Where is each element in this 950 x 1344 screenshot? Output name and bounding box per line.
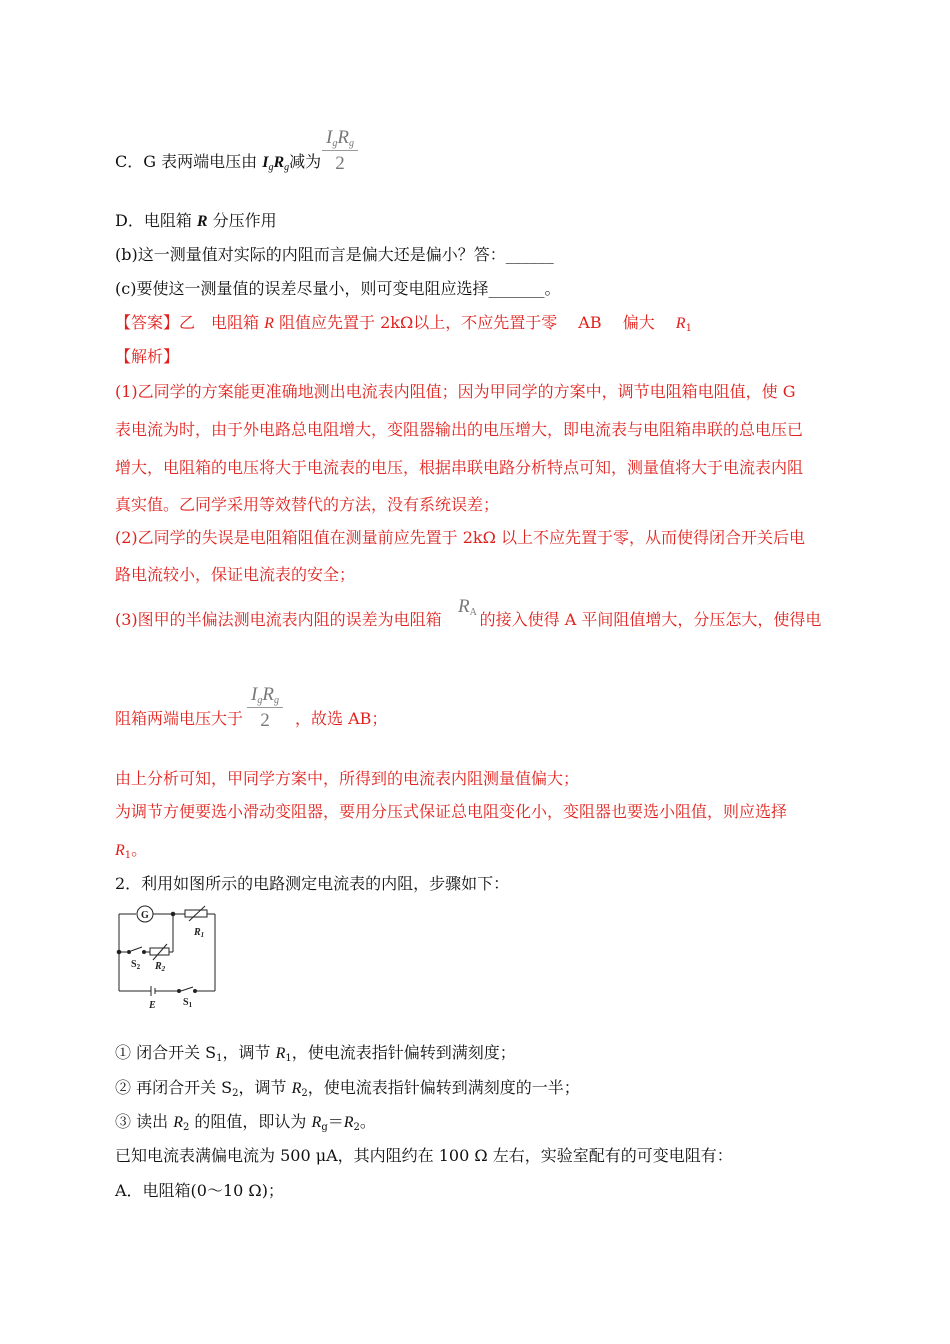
analysis-p3-line-1: (3)图甲的半偏法测电流表内阻的误差为电阻箱 的接入使得 A 平间阻值增大，分压怎大，使得电 [115, 610, 822, 629]
r1-label: $R_1$ [194, 927, 205, 939]
e-label: E [149, 1000, 156, 1011]
step-2: ② 再闭合开关 $S_2$，调节 $R_2$，使电流表指针偏转到满刻度的一半； [115, 1078, 580, 1099]
r1-resistor-icon [185, 910, 207, 917]
question-c: (c)要使这一测量值的误差尽量小，则可变电阻应选择_______。 [115, 279, 561, 298]
analysis-p4: 由上分析可知，甲同学方案中，所得到的电流表内阻测量值偏大； [115, 769, 580, 788]
known-info: 已知电流表满偏电流为 500 μA，其内阻约在 100 Ω 左右，实验室配有的可变电阻有： [115, 1146, 733, 1165]
analysis-p5-line-2: $R_1$。 [115, 840, 148, 861]
option-d: D．电阻箱 R 分压作用 [115, 211, 277, 230]
question-b: (b)这一测量值对实际的内阻而言是偏大还是偏小？答：______ [115, 245, 554, 264]
s1-label: $S_1$ [183, 997, 193, 1009]
analysis-p1-line-1: (1)乙同学的方案能更准确地测出电流表内阻值；因为甲同学的方案中，调节电阻箱电阻值，使 G [115, 382, 796, 401]
analysis-p3-line-2: 阻箱两端电压大于 ，故选 AB； [115, 709, 388, 728]
analysis-p1-line-2: 表电流为时，由于外电路总电阻增大，变阻器输出的电压增大，即电流表与电阻箱串联的总电压已 [115, 420, 804, 439]
r2-label: $R_2$ [155, 961, 166, 973]
g-label: G [141, 910, 149, 921]
circuit-diagram [115, 903, 227, 1015]
r2-resistor-icon [150, 948, 169, 955]
question-2: 2．利用如图所示的电路测定电流表的内阻，步骤如下： [115, 874, 510, 893]
fraction-igrg-over-2-analysis: $I_gR_g$ 2 [247, 683, 283, 734]
switch-s2-icon [131, 947, 142, 951]
option-c: C．G 表两端电压由 $I_gR_g$减为 [115, 152, 322, 173]
analysis-p1-line-3: 增大，电阻箱的电压将大于电流表的电压，根据串联电路分析特点可知，测量值将大于电流表内阻 [115, 458, 804, 477]
ra-symbol: $R_A$ [458, 596, 477, 618]
step-1: ① 闭合开关 $S_1$，调节 $R_1$，使电流表指针偏转到满刻度； [115, 1043, 516, 1064]
fraction-igrg-over-2: $I_gR_g$ 2 [322, 126, 358, 177]
analysis-p1-line-4: 真实值。乙同学采用等效替代的方法，没有系统误差； [115, 495, 500, 514]
analysis-p5-line-1: 为调节方便要选小滑动变阻器，要用分压式保证总电阻变化小，变阻器也要选小阻值，则应选择 [115, 802, 788, 821]
analysis-p2-line-1: (2)乙同学的失误是电阻箱阻值在测量前应先置于 2kΩ 以上不应先置于零，从而使得闭合开关后电 [115, 528, 805, 547]
answer-label: 【答案】 [115, 313, 180, 332]
analysis-p2-line-2: 路电流较小，保证电流表的安全； [115, 565, 356, 584]
step-3: ③ 读出 $R_2$ 的阻值，即认为 $R_g=R_2$。 [115, 1112, 376, 1133]
s2-label: $S_2$ [131, 959, 141, 971]
answer-line: 【答案】乙 电阻箱 R 阻值应先置于 2kΩ以上，不应先置于零 AB 偏大 $R_1$ [115, 313, 692, 334]
option-a: A．电阻箱(0～10 Ω)； [115, 1181, 284, 1200]
analysis-label: 【解析】 [115, 347, 180, 366]
switch-s1-icon [181, 987, 193, 991]
